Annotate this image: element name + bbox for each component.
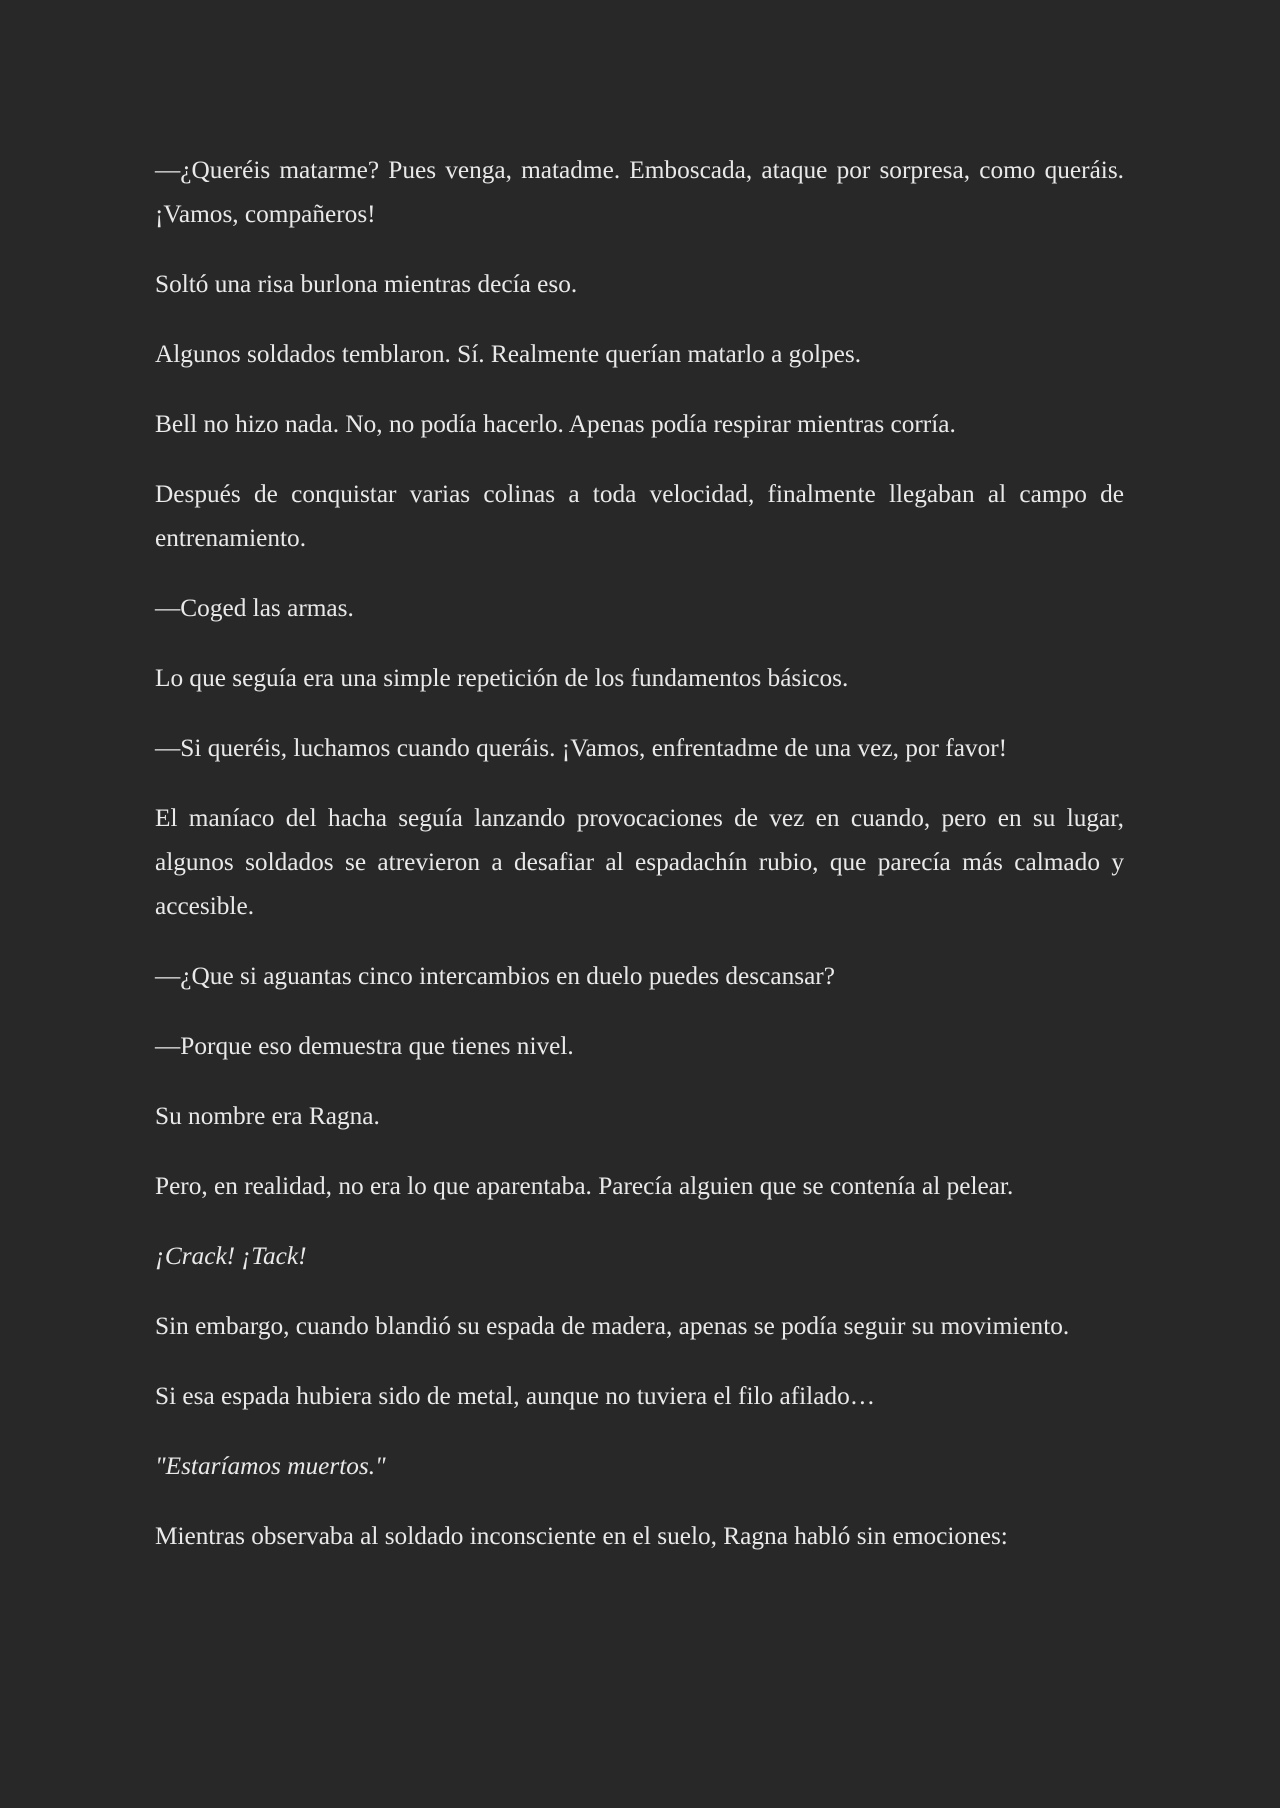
paragraph: —Coged las armas. — [155, 594, 354, 622]
paragraph: —¿Que si aguantas cinco intercambios en duelo puedes descansar? — [155, 962, 835, 990]
paragraph: Lo que seguía era una simple repetición de los fundamentos básicos. — [155, 664, 849, 692]
paragraph: Después de conquistar varias colinas a toda velocidad, finalmente llegaban al campo de entrenamiento. — [155, 480, 1124, 552]
paragraph: Algunos soldados temblaron. Sí. Realmente querían matarlo a golpes. — [155, 340, 862, 368]
paragraph: "Estaríamos muertos." — [155, 1452, 386, 1480]
paragraph: Su nombre era Ragna. — [155, 1102, 380, 1130]
paragraph: —¿Queréis matarme? Pues venga, matadme. Emboscada, ataque por sorpresa, como queráis. ¡Vamos, compañeros! — [155, 156, 1124, 228]
paragraph: Bell no hizo nada. No, no podía hacerlo. Apenas podía respirar mientras corría. — [155, 410, 956, 438]
paragraph: Si esa espada hubiera sido de metal, aunque no tuviera el filo afilado… — [155, 1382, 876, 1410]
paragraph: —Porque eso demuestra que tienes nivel. — [155, 1032, 574, 1060]
paragraph: Mientras observaba al soldado inconsciente en el suelo, Ragna habló sin emociones: — [155, 1522, 1008, 1550]
paragraph: Soltó una risa burlona mientras decía eso. — [155, 270, 578, 298]
paragraph: Sin embargo, cuando blandió su espada de madera, apenas se podía seguir su movimiento. — [155, 1312, 1070, 1340]
paragraph: —Si queréis, luchamos cuando queráis. ¡Vamos, enfrentadme de una vez, por favor! — [155, 734, 1008, 762]
paragraph: ¡Crack! ¡Tack! — [155, 1242, 307, 1270]
reading-page — [155, 148, 1124, 1584]
paragraph: El maníaco del hacha seguía lanzando provocaciones de vez en cuando, pero en su lugar, algunos soldados se atrevieron a desafiar al espadachín rubio, que parecía más calmado y accesible. — [155, 804, 1124, 920]
paragraph: Pero, en realidad, no era lo que aparentaba. Parecía alguien que se contenía al pelear. — [155, 1172, 1014, 1200]
